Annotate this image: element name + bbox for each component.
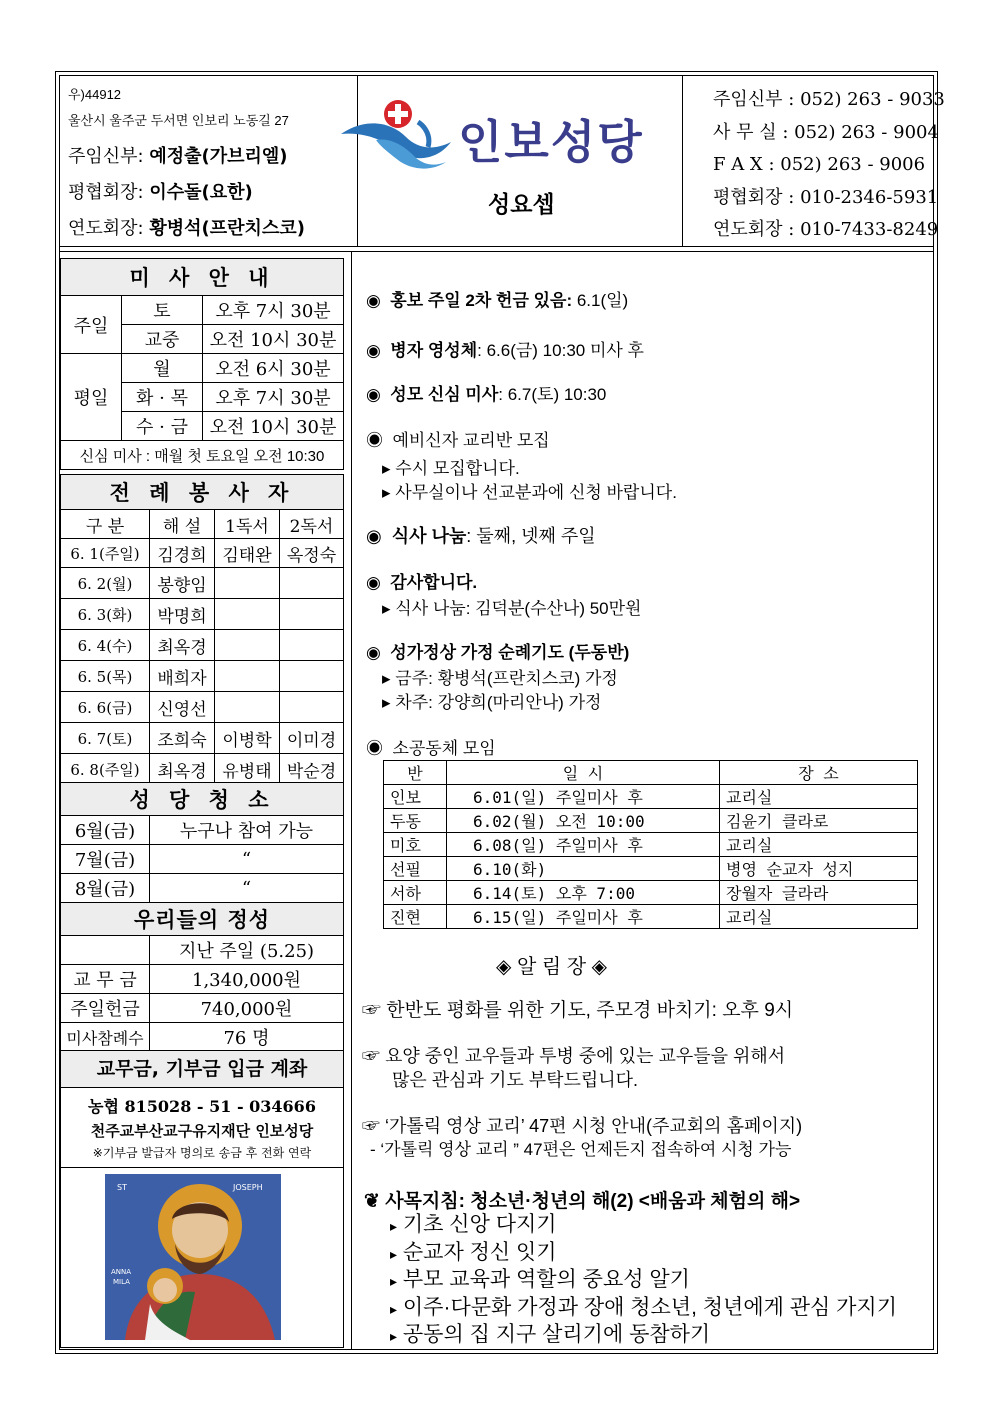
contact-label: 사 무 실 <box>713 121 777 143</box>
servers-cell: 옥정숙 <box>280 539 344 568</box>
arrow-icon: ▸ <box>382 599 391 618</box>
bullet-icon: ◉ <box>366 341 381 360</box>
servers-date: 6. 4(수) <box>61 630 150 661</box>
notice-marian-mass <box>366 380 606 405</box>
arrow-icon: ▸ <box>382 669 391 688</box>
mass-time: 오전 10시 30분 <box>203 325 344 354</box>
mass-day: 월 <box>122 354 203 383</box>
pointing-hand-icon: ☞ <box>362 1116 380 1136</box>
sg-cell: 장월자 글라라 <box>720 881 918 905</box>
servers-cell <box>280 599 344 630</box>
sg-cell: 서하 <box>384 881 447 905</box>
account-box <box>60 1088 344 1168</box>
church-name: 인보성당 <box>458 115 644 169</box>
contact-value: : 010-2346-5931 <box>788 186 939 208</box>
arrow-icon: ▸ <box>382 459 391 478</box>
sg-header: 일 시 <box>447 761 720 785</box>
board-item-peace <box>362 995 793 1022</box>
table-row <box>61 1023 344 1052</box>
sunday-label: 주일 <box>61 296 122 354</box>
pastoral-item: 부모 교육과 역할의 중요성 알기 <box>402 1268 690 1291</box>
pastoral-item: 공동의 집 지구 살리기에 동참하기 <box>402 1323 711 1346</box>
arrow-icon: ▸ <box>390 1218 398 1234</box>
servers-cell: 이병학 <box>215 723 280 754</box>
sg-cell: 6.02(월) 오전 10:00 <box>447 809 720 833</box>
contact-label: F A X <box>713 154 763 175</box>
notice-title: 홍보 주일 2차 헌금 있음: <box>390 291 573 310</box>
servers-cell: 김경희 <box>150 539 215 568</box>
table-row <box>61 599 344 630</box>
sg-cell: 인보 <box>384 785 447 809</box>
mass-time: 오후 7시 30분 <box>203 296 344 325</box>
contact-fax <box>713 149 945 182</box>
notice-small-groups <box>366 734 496 759</box>
postal-code: 우)44912 <box>68 87 122 102</box>
notice-title: 예비신자 교리반 모집 <box>392 431 550 450</box>
bullet-icon: ◉ <box>366 291 381 310</box>
servers-cell: 유병태 <box>215 754 280 785</box>
sg-cell: 6.10(화) <box>447 857 720 881</box>
sg-cell: 교리실 <box>720 785 918 809</box>
sg-cell: 두동 <box>384 809 447 833</box>
notice-communion <box>366 336 644 361</box>
pastoral-item: 이주·다문화 가정과 장애 청소년, 청년에게 관심 가지기 <box>402 1295 897 1319</box>
list-item <box>382 688 601 713</box>
board-title: ◈ 알 림 장 ◈ <box>496 956 607 978</box>
header-parish-info <box>60 76 357 246</box>
servers-cell: 박순경 <box>280 754 344 785</box>
servers-cell: 배희자 <box>150 661 215 692</box>
bullet-icon: ◉ <box>366 573 381 592</box>
table-row <box>61 630 344 661</box>
servers-cell <box>280 661 344 692</box>
bullet-text: 식사 나눔: 김덕분(수산나) 50만원 <box>395 599 642 618</box>
list-item <box>390 1212 897 1240</box>
servers-date: 6. 3(화) <box>61 599 150 630</box>
table-row <box>384 833 918 857</box>
cleaning-table <box>60 782 344 903</box>
account-number: 농협 815028 - 51 - 034666 <box>88 1097 316 1116</box>
cleaning-month: 6월(금) <box>61 816 150 845</box>
dove-icon: ❦ <box>364 1191 380 1212</box>
header-divider <box>59 246 934 247</box>
servers-date: 6. 6(금) <box>61 692 150 723</box>
servers-date: 6. 1(주일) <box>61 539 150 568</box>
offering-title: 우리들의 정성 <box>61 903 344 936</box>
pastoral-item: 기초 신앙 다지기 <box>402 1213 557 1236</box>
bullet-text: 사무실이나 선교분과에 신청 바랍니다. <box>395 483 677 502</box>
contact-label: 주임신부 <box>713 89 783 110</box>
contact-devotion <box>713 214 945 247</box>
servers-cell: 최옥경 <box>150 754 215 785</box>
list-item <box>382 594 641 619</box>
icon-text-joseph: JOSEPH <box>233 1183 263 1192</box>
pastoral-title-line <box>364 1186 800 1213</box>
notice-title: 감사합니다. <box>390 573 478 592</box>
servers-cell <box>215 692 280 723</box>
servers-cell <box>215 661 280 692</box>
board-item-prayer <box>362 1042 785 1068</box>
account-holder: 천주교부산교구유지재단 인보성당 <box>90 1122 314 1140</box>
pointing-hand-icon: ☞ <box>362 1000 382 1021</box>
cleaning-note: “ <box>150 874 344 903</box>
icon-box <box>60 1168 344 1348</box>
mass-title: 미 사 안 내 <box>61 259 344 296</box>
cleaning-month: 7월(금) <box>61 845 150 874</box>
offering-value: 1,340,000원 <box>150 965 344 994</box>
table-row <box>61 661 344 692</box>
list-item <box>390 1322 897 1350</box>
arrow-icon: ▸ <box>390 1300 398 1317</box>
pastoral-list <box>390 1212 897 1350</box>
sg-cell: 6.15(일) 주일미사 후 <box>447 905 720 929</box>
table-row <box>384 905 918 929</box>
bullet-icon: ◉ <box>366 526 382 546</box>
servers-date: 6. 2(월) <box>61 568 150 599</box>
servers-cell <box>280 630 344 661</box>
pastor-name: 예정출(가브리엘) <box>149 146 288 167</box>
table-row <box>61 539 344 568</box>
offering-table <box>60 902 344 1052</box>
table-row <box>384 857 918 881</box>
offering-value: 740,000원 <box>150 994 344 1023</box>
icon-text-mila: MILA <box>113 1278 130 1286</box>
cleaning-title: 성 당 청 소 <box>61 783 344 816</box>
servers-date: 6. 8(주일) <box>61 754 150 785</box>
pastor-label: 주임신부: <box>68 146 144 167</box>
sg-cell: 김윤기 클라로 <box>720 809 918 833</box>
list-item <box>390 1267 897 1295</box>
list-item <box>382 478 677 503</box>
servers-table <box>60 474 344 785</box>
sg-cell: 6.14(토) 오후 7:00 <box>447 881 720 905</box>
bullet-text: 수시 모집합니다. <box>395 459 520 478</box>
sg-cell: 교리실 <box>720 905 918 929</box>
table-row <box>61 754 344 785</box>
notice-meal <box>366 522 596 548</box>
table-row <box>61 845 344 874</box>
contact-label: 연도회장 <box>713 219 783 240</box>
contact-value: : 010-7433-8249 <box>788 219 939 240</box>
pointing-hand-icon: ☞ <box>362 1046 380 1066</box>
pastoral-title: 사목지침: 청소년·청년의 해(2) <배움과 체험의 해> <box>385 1191 801 1212</box>
account-note: ※기부금 발급자 명의로 송금 후 전화 연락 <box>92 1146 312 1160</box>
sg-header: 장 소 <box>720 761 918 785</box>
list-item <box>390 1295 897 1323</box>
servers-cell: 봉향임 <box>150 568 215 599</box>
notice-title: 성모 신심 미사 <box>390 385 499 404</box>
contact-label: 평협회장 <box>713 186 783 208</box>
notice-detail: : 6.7(토) 10:30 <box>498 385 607 404</box>
servers-cell: 최옥경 <box>150 630 215 661</box>
servers-header: 1독서 <box>215 510 280 539</box>
subtitle: 성요셉 <box>488 192 555 218</box>
arrow-icon: ▸ <box>390 1245 398 1262</box>
cleaning-month: 8월(금) <box>61 874 150 903</box>
mass-day: 교중 <box>122 325 203 354</box>
notice-detail: : 6.6(금) 10:30 미사 후 <box>477 341 644 360</box>
offering-period: 지난 주일 (5.25) <box>150 936 344 965</box>
council-name: 이수돌(요한) <box>149 182 253 203</box>
mass-table <box>60 258 344 470</box>
mass-day: 수 · 금 <box>122 412 203 441</box>
board-text: 요양 중인 교우들과 투병 중에 있는 교우들을 위해서 <box>385 1046 786 1066</box>
mass-note: 신심 미사 : 매월 첫 토요일 오전 10:30 <box>61 441 344 470</box>
icon-text-st: ST <box>117 1183 127 1192</box>
board-tail: 오후 9시 <box>716 1000 794 1021</box>
contact-council <box>713 182 945 215</box>
notice-catechumen <box>366 426 550 451</box>
notice-title: 성가정상 가정 순례기도 (두동반) <box>390 643 630 662</box>
servers-cell: 이미경 <box>280 723 344 754</box>
notice-detail: 6.1(일) <box>572 291 629 310</box>
servers-cell <box>215 599 280 630</box>
table-row <box>61 568 344 599</box>
devotion-name: 황병석(프란치스코) <box>149 218 305 239</box>
contact-value: : 052) 263 - 9006 <box>768 154 926 175</box>
address: 울산시 울주군 두서면 인보리 노동길 27 <box>68 113 289 128</box>
contact-pastor <box>713 84 945 117</box>
cleaning-note: 누구나 참여 가능 <box>150 816 344 845</box>
table-row <box>61 965 344 994</box>
table-row <box>384 881 918 905</box>
servers-cell: 박명희 <box>150 599 215 630</box>
weekday-label: 평일 <box>61 354 122 441</box>
servers-cell <box>280 692 344 723</box>
table-row <box>61 994 344 1023</box>
mass-day: 화 · 목 <box>122 383 203 412</box>
sg-cell: 미호 <box>384 833 447 857</box>
offering-label: 주일헌금 <box>61 994 150 1023</box>
bullet-icon: ◉ <box>366 431 383 450</box>
bullet-icon: ◉ <box>366 739 383 758</box>
sg-cell: 진현 <box>384 905 447 929</box>
council-line <box>68 178 253 204</box>
arrow-icon: ▸ <box>390 1328 398 1344</box>
header-logo-area <box>357 76 683 246</box>
bullet-icon: ◉ <box>366 385 381 404</box>
arrow-icon: ▸ <box>382 693 391 712</box>
board-item-video-cont: - ‘가톨릭 영상 교리 ” 47편은 언제든지 접속하여 시청 가능 <box>370 1140 792 1159</box>
sg-cell: 선필 <box>384 857 447 881</box>
list-item <box>382 454 520 479</box>
table-row <box>61 723 344 754</box>
notice-holy-family <box>366 638 629 663</box>
board-item-prayer-cont: 많은 관심과 기도 부탁드립니다. <box>392 1070 639 1090</box>
sg-cell: 병영 순교자 성지 <box>720 857 918 881</box>
contact-value: : 052) 263 - 9033 <box>788 89 945 110</box>
servers-cell: 신영선 <box>150 692 215 723</box>
left-column <box>60 258 344 1348</box>
notice-detail: : 둘째, 넷째 주일 <box>466 526 596 546</box>
table-row <box>384 785 918 809</box>
servers-date: 6. 5(목) <box>61 661 150 692</box>
table-row <box>384 809 918 833</box>
notice-thanks <box>366 568 477 593</box>
arrow-icon: ▸ <box>382 483 391 502</box>
contact-list <box>713 84 945 247</box>
church-logo-icon <box>336 92 466 172</box>
contact-value: : 052) 263 - 9004 <box>782 121 939 143</box>
saint-joseph-icon <box>105 1174 281 1340</box>
offering-value: 76 명 <box>150 1023 344 1052</box>
servers-cell <box>215 630 280 661</box>
notice-title: 소공동체 모임 <box>392 739 496 758</box>
board-text: ‘가톨릭 영상 교리’ 47편 시청 안내(주교회의 홈페이지) <box>385 1116 803 1136</box>
board-text: 한반도 평화를 위한 기도, 주모경 바치기: <box>386 1000 717 1021</box>
pastor-line <box>68 142 288 168</box>
mass-time: 오후 7시 30분 <box>203 383 344 412</box>
devotion-line <box>68 214 305 240</box>
table-row <box>61 816 344 845</box>
offering-label: 미사참례수 <box>61 1023 150 1052</box>
servers-cell: 조희숙 <box>150 723 215 754</box>
council-label: 평협회장: <box>68 182 144 203</box>
servers-title: 전 례 봉 사 자 <box>61 475 344 510</box>
sg-cell: 교리실 <box>720 833 918 857</box>
servers-header: 해 설 <box>150 510 215 539</box>
sg-cell: 6.08(일) 주일미사 후 <box>447 833 720 857</box>
mass-day: 토 <box>122 296 203 325</box>
servers-cell: 김태완 <box>215 539 280 568</box>
icon-text-anna: ANNA <box>111 1268 132 1276</box>
sg-cell: 6.01(일) 주일미사 후 <box>447 785 720 809</box>
devotion-label: 연도회장: <box>68 218 144 239</box>
bullet-text: 금주: 황병석(프란치스코) 가정 <box>395 669 618 688</box>
table-row <box>61 874 344 903</box>
table-row <box>61 692 344 723</box>
header-contacts <box>683 76 945 246</box>
contact-office <box>713 117 945 150</box>
cleaning-note: “ <box>150 845 344 874</box>
servers-header: 2독서 <box>280 510 344 539</box>
notice-promotion <box>366 286 628 311</box>
mass-time: 오전 10시 30분 <box>203 412 344 441</box>
notice-title: 병자 영성체 <box>390 341 478 360</box>
servers-header: 구 분 <box>61 510 150 539</box>
servers-cell <box>215 568 280 599</box>
list-item <box>390 1240 897 1268</box>
account-title: 교무금, 기부금 입금 계좌 <box>60 1050 344 1088</box>
sg-header: 반 <box>384 761 447 785</box>
servers-cell <box>280 568 344 599</box>
notice-title: 식사 나눔 <box>391 526 467 546</box>
list-item <box>382 664 618 689</box>
pastoral-item: 순교자 정신 잇기 <box>402 1240 557 1264</box>
arrow-icon: ▸ <box>390 1273 398 1289</box>
servers-date: 6. 7(토) <box>61 723 150 754</box>
mass-time: 오전 6시 30분 <box>203 354 344 383</box>
small-groups-table <box>383 760 918 929</box>
bullet-text: 차주: 강양희(마리안나) 가정 <box>395 693 602 712</box>
bullet-icon: ◉ <box>366 643 381 662</box>
offering-label: 교 무 금 <box>61 965 150 994</box>
